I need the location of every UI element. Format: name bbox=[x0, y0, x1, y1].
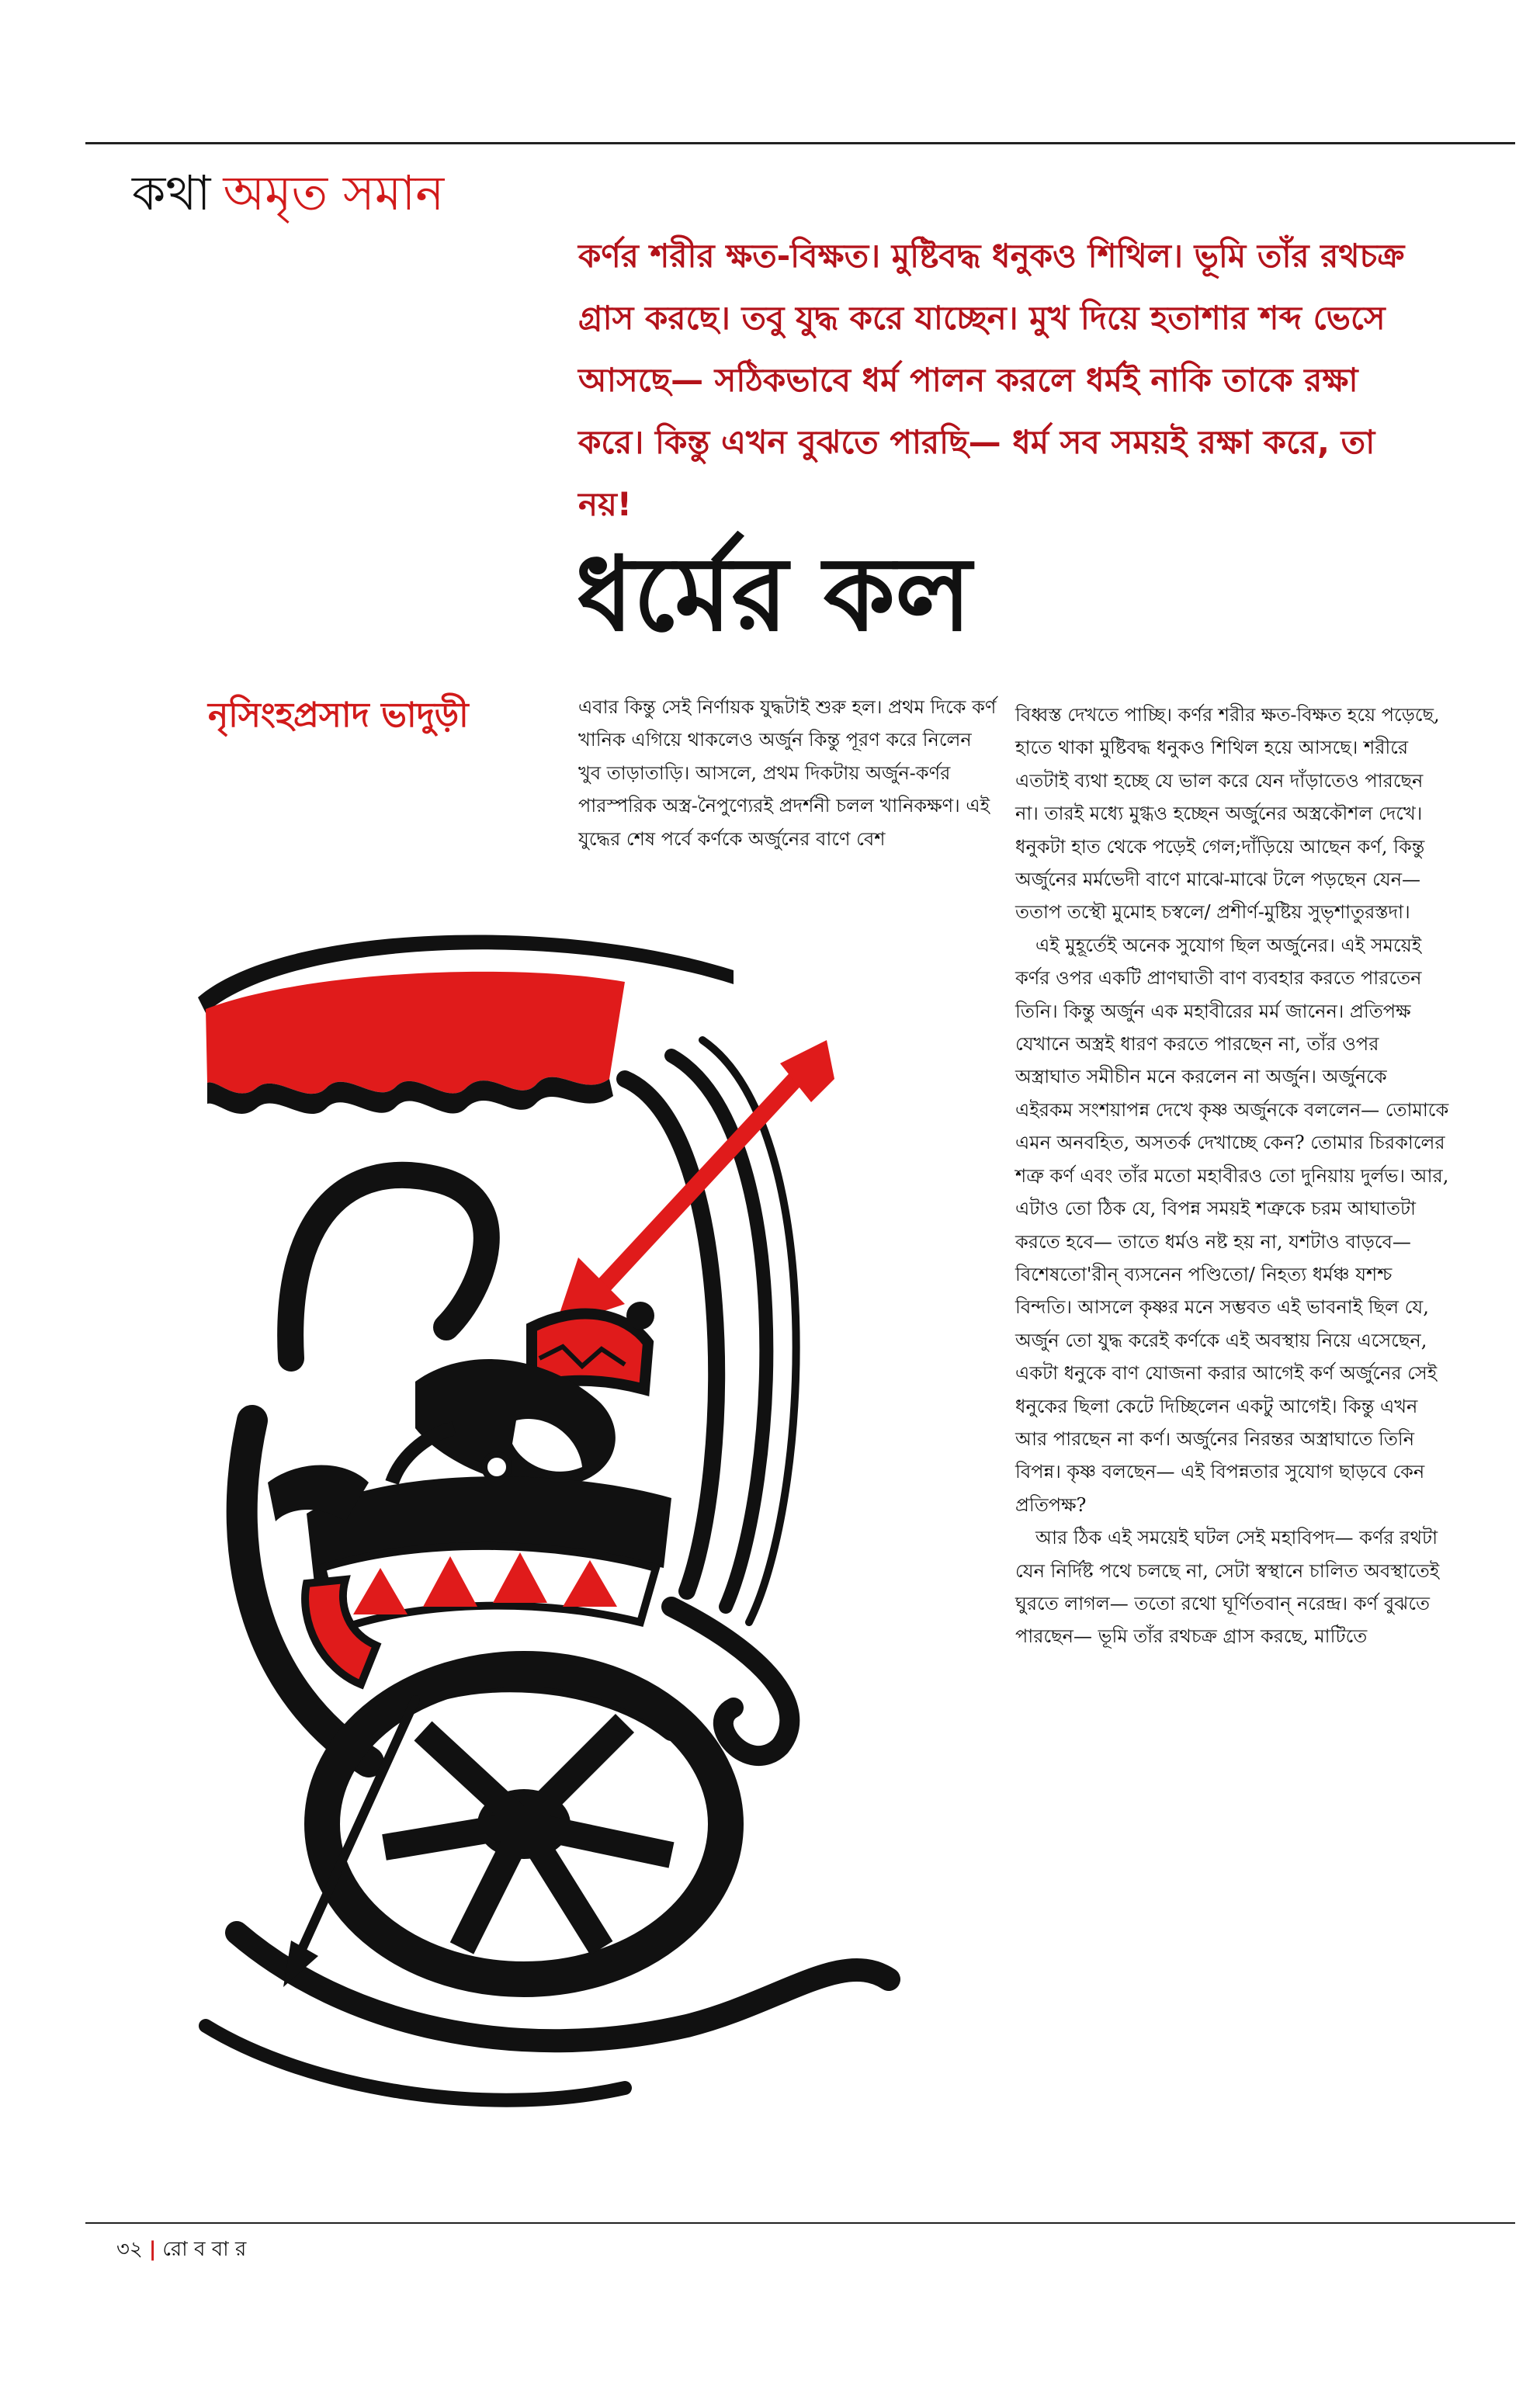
top-rule bbox=[85, 142, 1515, 144]
article-headline: ধর্মের কল bbox=[576, 535, 972, 654]
section-label-black: কথা bbox=[132, 165, 211, 221]
page-number: ৩২ bbox=[116, 2238, 143, 2261]
page-footer bbox=[116, 2239, 246, 2259]
column2-paragraph-3: আর ঠিক এই সময়েই ঘটল সেই মহাবিপদ— কর্ণর রথটা যেন নির্দিষ্ট পথে চলছে না, সেটা স্বস্থানে চালিত অবস্থাতেই ঘুরতে লাগল— ততো রথো ঘূর্ণিতবান্ নরেন্দ্র। কর্ণ বুঝতে পারছেন— ভূমি তাঁর রথচক্র গ্রাস করছে, মাটিতে bbox=[1015, 1527, 1440, 1648]
column1-paragraph: এবার কিন্তু সেই নির্ণায়ক যুদ্ধটাই শুরু হল। প্রথম দিকে কর্ণ খানিক এগিয়ে থাকলেও অর্জুন কিন্তু পূরণ করে নিলেন খুব তাড়াতাড়ি। আসলে, প্রথম দিকটায় অর্জুন-কর্ণর পারস্পরিক অস্ত্র-নৈপুণ্যেরই প্রদর্শনী চলল খানিকক্ষণ। এই যুদ্ধের শেষ পর্বে কর্ণকে অর্জুনের বাণে বেশ bbox=[578, 696, 997, 850]
magazine-name: রো ব বা র bbox=[162, 2238, 247, 2261]
canopy bbox=[198, 935, 734, 1114]
chariot-wheel bbox=[322, 1669, 726, 1979]
author-byline: নৃসিংহপ্রসাদ ভাদুড়ী bbox=[208, 695, 469, 735]
ground bbox=[206, 1700, 889, 2100]
footer-separator: | bbox=[148, 2238, 157, 2261]
chariot-illustration bbox=[190, 924, 966, 2135]
intro-paragraph: কর্ণর শরীর ক্ষত-বিক্ষত। মুষ্টিবদ্ধ ধনুকও শিথিল। ভূমি তাঁর রথচক্র গ্রাস করছে। তবু যুদ্ধ করে যাচ্ছেন। মুখ দিয়ে হতাশার শব্দ ভেসে আসছে— সঠিকভাবে ধর্ম পালন করলে ধর্মই নাকি তাকে রক্ষা করে। কিন্তু এখন বুঝতে পারছি— ধর্ম সব সময়ই রক্ষা করে, তা নয়! bbox=[578, 237, 1405, 523]
chariot-body bbox=[268, 1465, 671, 1685]
text-column-2 bbox=[1015, 699, 1450, 1653]
column2-paragraph-1: বিধ্বস্ত দেখতে পাচ্ছি। কর্ণর শরীর ক্ষত-বিক্ষত হয়ে পড়েছে, হাতে থাকা মুষ্টিবদ্ধ ধনুকও শিথিল হয়ে আসছে। শরীরে এতটাই ব্যথা হচ্ছে যে ভাল করে যেন দাঁড়াতেও পারছেন না। তারই মধ্যে মুগ্ধও হচ্ছেন অর্জুনের অস্ত্রকৌশল দেখে। ধনুকটা হাত থেকে পড়েই গেল;দাঁড়িয়ে আছেন কর্ণ, কিন্তু অর্জুনের মর্মভেদী বাণে মাঝে-মাঝে টলে পড়ছেন যেন— ততাপ তস্থৌ মুমোহ চস্বলে/ প্রশীর্ণ-মুষ্টিয় সুভৃশাতুরস্তদা। bbox=[1015, 704, 1440, 924]
bottom-rule bbox=[85, 2222, 1515, 2224]
warrior-figure bbox=[392, 1302, 654, 1486]
column2-paragraph-2: এই মুহূর্তেই অনেক সুযোগ ছিল অর্জুনের। এই সময়েই কর্ণর ওপর একটি প্রাণঘাতী বাণ ব্যবহার করতে পারতেন তিনি। কিন্তু অর্জুন এক মহাবীরের মর্ম জানেন। প্রতিপক্ষ যেখানে অস্ত্রই ধারণ করতে পারছেন না, তাঁর ওপর অস্ত্রাঘাত সমীচীন মনে করলেন না অর্জুন। অর্জুনকে এইরকম সংশয়াপন্ন দেখে কৃষ্ণ অর্জুনকে বললেন— তোমাকে এমন অনবহিত, অসতর্ক দেখাচ্ছে কেন? তোমার চিরকালের শত্রু কর্ণ এবং তাঁর মতো মহাবীরও তো দুনিয়ায় দুর্লভ। আর, এটাও তো ঠিক যে, বিপন্ন সময়ই শত্রুকে চরম আঘাতটা করতে হবে— তাতে ধর্মও নষ্ট হয় না, যশটাও বাড়বে— বিশেষতো'রীন্ ব্যসনেন পণ্ডিতো/ নিহত্য ধর্মঞ্চ যশশ্চ বিন্দতি। আসলে কৃষ্ণর মনে সম্ভবত এই ভাবনাই ছিল যে, অর্জুন তো যুদ্ধ করেই কর্ণকে এই অবস্থায় নিয়ে এসেছেন, একটা ধনুকে বাণ যোজনা করার আগেই কর্ণ অর্জুনের সেই ধনুকের ছিলা কেটে দিচ্ছিলেন একটু আগেই। কিন্তু এখন আর পারছেন না কর্ণ। অর্জুনের নিরন্তর অস্ত্রাঘাতে তিনি বিপন্ন। কৃষ্ণ বলছেন— এই বিপন্নতার সুযোগ ছাড়বে কেন প্রতিপক্ষ? bbox=[1015, 934, 1449, 1516]
text-column-1 bbox=[578, 691, 997, 855]
section-label-red: অমৃত সমান bbox=[223, 165, 445, 221]
section-label bbox=[132, 165, 445, 221]
